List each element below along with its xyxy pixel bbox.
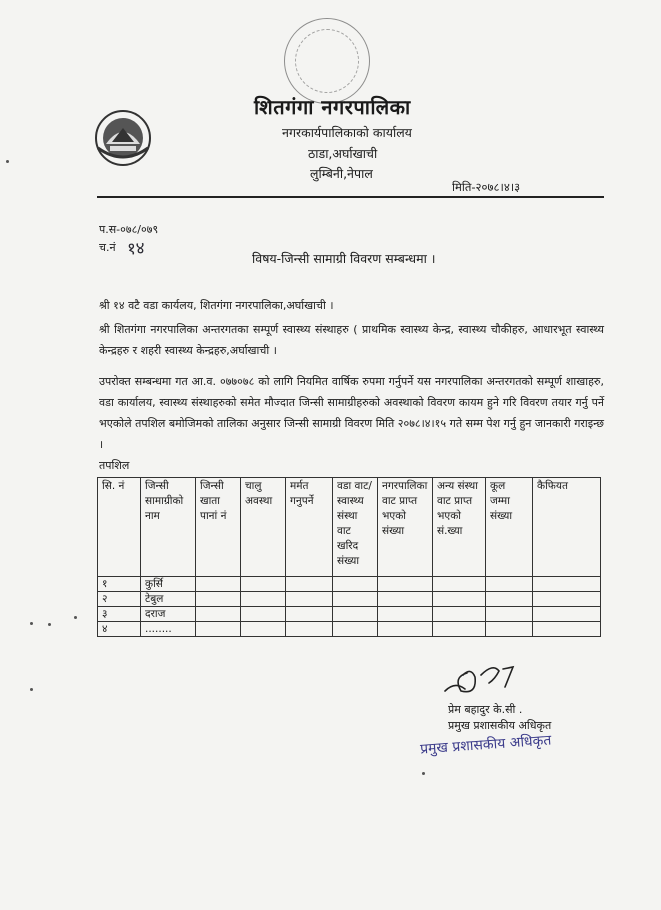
table-row [98, 577, 601, 592]
row-sn: ४ [98, 622, 141, 637]
row-item: दराज [141, 607, 196, 622]
col-header: जिन्सी सामाग्रीको नाम [141, 478, 196, 577]
signatory-title: प्रमुख प्रशासकीय अधिकृत [448, 719, 552, 732]
table-row [98, 622, 601, 637]
scan-speck [422, 772, 425, 775]
office-province: लुम्बिनी,नेपाल [310, 166, 373, 181]
row-item: ........ [141, 622, 196, 637]
letter-subject: विषय-जिन्सी सामाग्री विवरण सम्बन्धमा । [252, 251, 436, 266]
letter-date: मिति-२०७८।४।३ [452, 180, 521, 194]
nepal-emblem-icon [92, 108, 154, 168]
scan-speck [30, 688, 33, 691]
col-header: मर्मत गनुपर्ने [286, 478, 333, 577]
table-row [98, 607, 601, 622]
table-row [98, 592, 601, 607]
row-sn: २ [98, 592, 141, 607]
patra-sankhya: प.स-०७८/०७९ [99, 223, 159, 236]
recipient-line-2: श्री शितगंगा नगरपालिका अन्तरगतका सम्पूर्ण स्वास्थ्य संस्थाहरु ( प्राथमिक स्वास्थ्य केन्द्र, स्वास्थ्य चौकीहरु, आधारभूत स्वास्थ्य केन्द्रहरु र शहरी स्वास्थ्य केन्द्रहरु,अर्घाखाची । [99, 323, 604, 357]
col-header: कैफियत [533, 478, 601, 577]
scan-speck [6, 160, 9, 163]
row-item: कुर्सि [141, 577, 196, 592]
office-seal [284, 18, 370, 104]
tapashil-label: तपशिल [99, 459, 130, 472]
designation-stamp: प्रमुख प्रशासकीय अधिकृत [419, 732, 552, 758]
recipient-line-1: श्री १४ वटै वडा कार्यलय, शितगंगा नगरपालिका,अर्घाखाची । [99, 299, 334, 312]
chalani-number: १४ [126, 238, 146, 260]
col-header: चालु अवस्था [241, 478, 286, 577]
inventory-table [97, 477, 601, 637]
office-address: ठाडा,अर्घाखाची [308, 146, 378, 161]
col-header: अन्य संस्था वाट प्राप्त भएको सं.ख्या [433, 478, 486, 577]
office-subtitle: नगरकार्यपालिकाको कार्यालय [282, 125, 412, 140]
scan-speck [74, 616, 77, 619]
scan-speck [30, 622, 33, 625]
table-header-row [98, 478, 601, 577]
letter-body: उपरोक्त सम्बन्धमा गत आ.व. ०७७०७८ को लागि नियमित वार्षिक रुपमा गर्नुपर्ने यस नगरपालिका अन्तरगतको सम्पूर्ण शाखाहरु, वडा कार्यालय, स्वास्थ्य संस्थाहरुको समेत मौज्दात जिन्सी सामाग्रीहरुको अवस्थाको विवरण कायम हुने गरि विवरण तयार गर्नु पर्ने भएकोले तपशिल बमोजिमको तालिका अनुसार जिन्सी सामाग्री विवरण मिति २०७८।४।१५ गते सम्म पेश गर्नु हुन जानकारी गराइन्छ । [99, 375, 604, 451]
row-sn: १ [98, 577, 141, 592]
chalani-label: च.नं [99, 241, 116, 254]
col-header: जिन्सी खाता पानां नं [196, 478, 241, 577]
header-divider [97, 196, 604, 198]
col-header: वडा वाट/ स्वास्थ्य संस्था वाट खरिद संख्या [333, 478, 378, 577]
col-header: कूल जम्मा संख्या [486, 478, 533, 577]
office-name: शितगंगा नगरपालिका [254, 95, 411, 119]
signatory-name: प्रेम बहादुर के.सी . [448, 703, 523, 716]
row-item: टेबुल [141, 592, 196, 607]
col-header: सि. नं [98, 478, 141, 577]
scan-speck [48, 623, 51, 626]
col-header: नगरपालिका वाट प्राप्त भएको संख्या [378, 478, 433, 577]
row-sn: ३ [98, 607, 141, 622]
